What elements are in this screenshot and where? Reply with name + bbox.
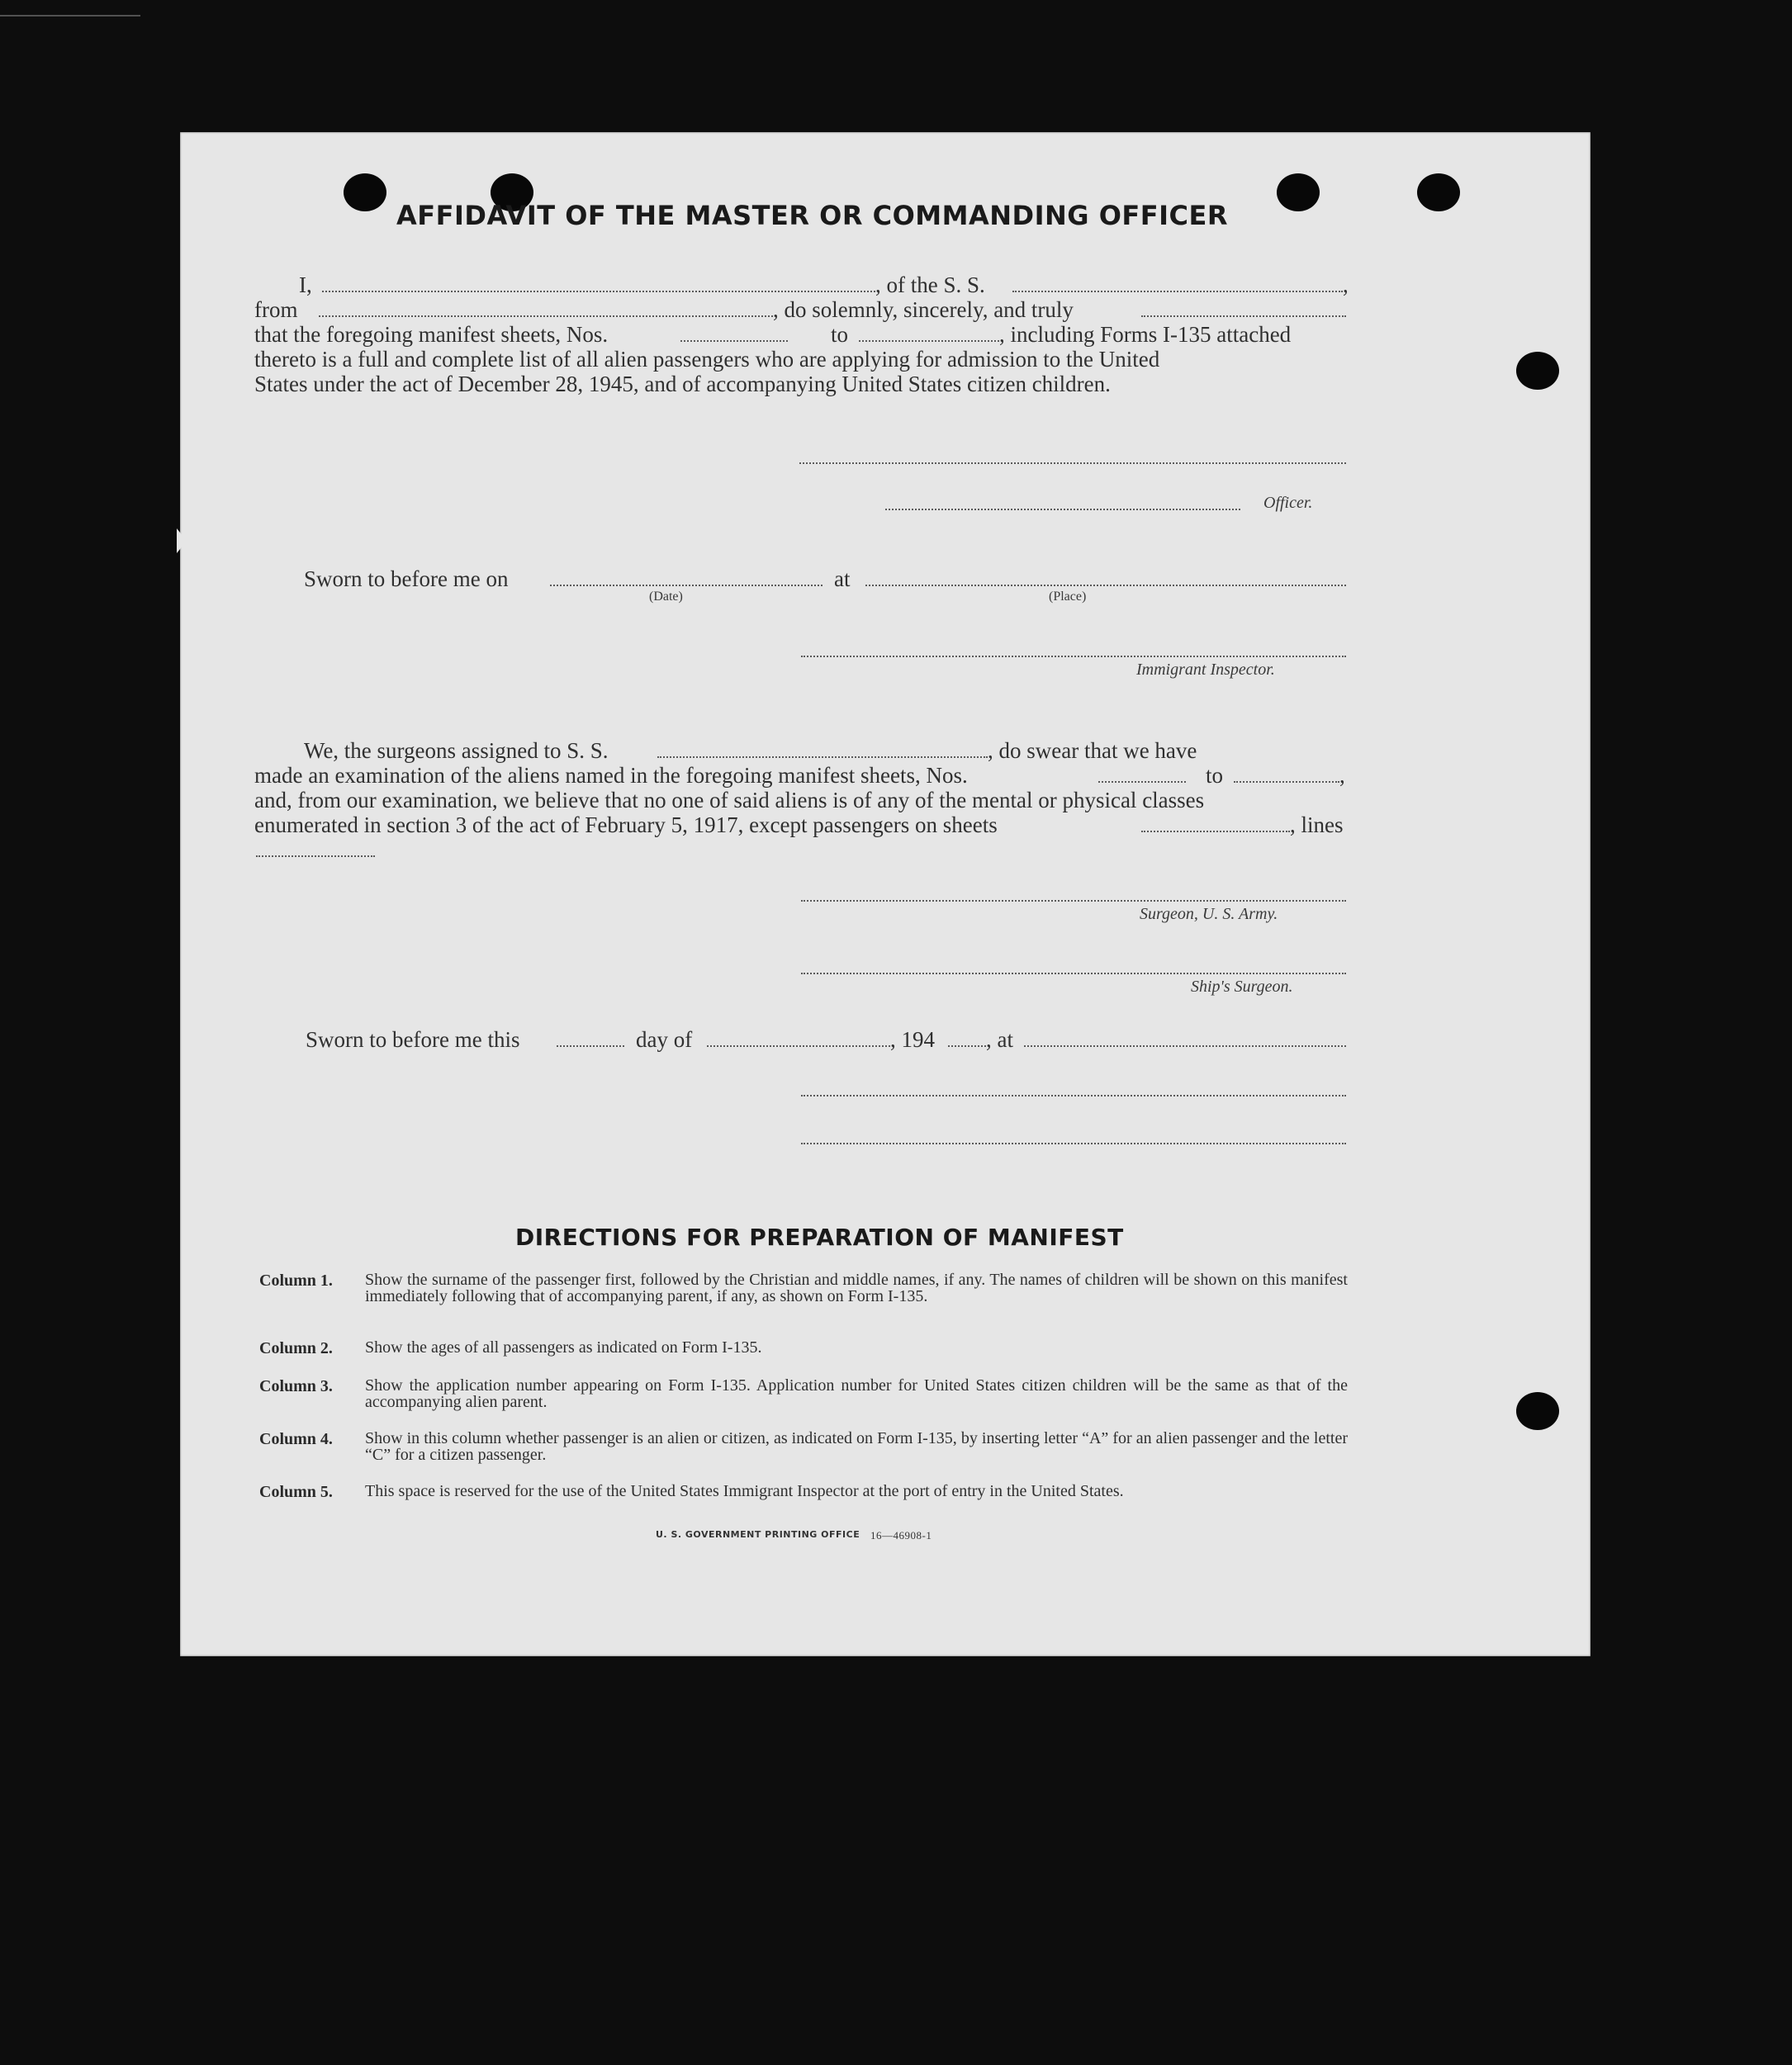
affidavit-line2-start: from bbox=[254, 297, 298, 322]
column-1-text: Show the surname of the passenger first, followed by the Christian and middle names, if any. The names of children will be shown on this manifest immediately following that of accompanying parent, if any, as shown on Form I-135. bbox=[365, 1271, 1348, 1305]
sheets-to-field[interactable] bbox=[859, 340, 999, 342]
surgeons-line4-start: enumerated in section 3 of the act of February 5, 1917, except passengers on sheets bbox=[254, 812, 998, 837]
affidavit-line1-mid: , of the S. S. bbox=[875, 272, 985, 297]
sworn2-day: day of bbox=[636, 1027, 693, 1052]
surgeons-line4-end: , lines bbox=[1290, 812, 1344, 837]
affidavit-title: AFFIDAVIT OF THE MASTER OR COMMANDING OFFICER bbox=[396, 200, 1228, 231]
affidavit-line1-start: I, bbox=[299, 272, 312, 297]
punch-hole bbox=[1516, 1392, 1559, 1430]
affidavit-line5: States under the act of December 28, 1945, and of accompanying United States citizen children. bbox=[254, 372, 1111, 396]
sworn2-place-field[interactable] bbox=[1024, 1045, 1346, 1047]
sworn-date-field[interactable] bbox=[550, 585, 823, 586]
affidavit-line3-end: , including Forms I-135 attached bbox=[999, 322, 1292, 347]
column-1-label: Column 1. bbox=[259, 1272, 333, 1290]
punch-hole bbox=[1417, 173, 1460, 211]
affidavit-line3-to: to bbox=[831, 322, 849, 347]
sworn2-start: Sworn to before me this bbox=[306, 1027, 520, 1052]
form-code: 16—46908-1 bbox=[870, 1529, 932, 1542]
column-2-label: Column 2. bbox=[259, 1339, 333, 1357]
sworn1-at: at bbox=[834, 566, 851, 591]
army-surgeon-label: Surgeon, U. S. Army. bbox=[1140, 905, 1278, 923]
sworn2-month-field[interactable] bbox=[707, 1045, 890, 1047]
column-5-label: Column 5. bbox=[259, 1483, 333, 1501]
surgeons-line2-to: to bbox=[1206, 763, 1224, 788]
surgeons-line1-start: We, the surgeons assigned to S. S. bbox=[304, 738, 609, 763]
column-3-label: Column 3. bbox=[259, 1377, 333, 1395]
document-page bbox=[180, 132, 1591, 1656]
surgeons-line1-end: , do swear that we have bbox=[988, 738, 1197, 763]
column-5-text: This space is reserved for the use of the United States Immigrant Inspector at the port of entry in the United States. bbox=[365, 1482, 1124, 1500]
ship-surgeon-label: Ship's Surgeon. bbox=[1191, 978, 1293, 996]
sworn1-start: Sworn to before me on bbox=[304, 566, 509, 591]
scan-edge-mark bbox=[0, 15, 140, 17]
surgeons-sheets-from-field[interactable] bbox=[1098, 781, 1186, 783]
master-name-field[interactable] bbox=[322, 291, 875, 292]
officer-label: Officer. bbox=[1263, 494, 1313, 512]
officer-signature-line-2[interactable] bbox=[885, 509, 1240, 510]
place-caption: (Place) bbox=[1049, 590, 1087, 604]
sworn2-signature-line-2[interactable] bbox=[801, 1143, 1346, 1144]
printer-imprint: U. S. GOVERNMENT PRINTING OFFICE bbox=[656, 1529, 860, 1540]
column-4-label: Column 4. bbox=[259, 1430, 333, 1448]
surgeons-sheets-to-field[interactable] bbox=[1234, 781, 1339, 783]
punch-hole bbox=[344, 173, 386, 211]
from-port-field[interactable] bbox=[319, 315, 773, 317]
sworn2-year-field[interactable] bbox=[948, 1045, 986, 1047]
ship-surgeon-signature-line[interactable] bbox=[801, 973, 1346, 974]
sworn-place-field[interactable] bbox=[865, 585, 1346, 586]
surgeons-ship-field[interactable] bbox=[657, 756, 988, 758]
affidavit-line3-start: that the foregoing manifest sheets, Nos. bbox=[254, 322, 609, 347]
affirm-field[interactable] bbox=[1141, 315, 1346, 317]
except-sheets-field[interactable] bbox=[1141, 831, 1290, 832]
inspector-label: Immigrant Inspector. bbox=[1136, 661, 1275, 679]
sworn2-at: , at bbox=[986, 1027, 1013, 1052]
punch-hole bbox=[1516, 352, 1559, 390]
punch-hole bbox=[1277, 173, 1320, 211]
surgeons-line3: and, from our examination, we believe that no one of said aliens is of any of the mental or physical classes bbox=[254, 788, 1205, 812]
ship-name-field[interactable] bbox=[1012, 291, 1343, 292]
affidavit-line1-end: , bbox=[1343, 272, 1349, 297]
surgeons-line2-start: made an examination of the aliens named in the foregoing manifest sheets, Nos. bbox=[254, 763, 968, 788]
sworn2-year: , 194 bbox=[890, 1027, 935, 1052]
affidavit-line2-mid: , do solemnly, sincerely, and truly bbox=[773, 297, 1074, 322]
column-3-text: Show the application number appearing on Form I-135. Application number for United States citizen children will be the same as that of the accompanying alien parent. bbox=[365, 1376, 1348, 1411]
officer-signature-line-1[interactable] bbox=[799, 462, 1346, 464]
except-lines-field[interactable] bbox=[256, 855, 375, 857]
sworn2-signature-line-1[interactable] bbox=[801, 1095, 1346, 1096]
directions-title: DIRECTIONS FOR PREPARATION OF MANIFEST bbox=[515, 1224, 1124, 1251]
date-caption: (Date) bbox=[649, 590, 683, 604]
sworn2-day-field[interactable] bbox=[557, 1045, 624, 1047]
inspector-signature-line[interactable] bbox=[801, 656, 1346, 657]
surgeons-line2-end: , bbox=[1339, 763, 1345, 788]
column-4-text: Show in this column whether passenger is an alien or citizen, as indicated on Form I-135, by inserting letter “A” for an alien passenger and the letter “C” for a citizen passenger. bbox=[365, 1429, 1348, 1464]
sheets-from-field[interactable] bbox=[680, 340, 788, 342]
column-2-text: Show the ages of all passengers as indicated on Form I-135. bbox=[365, 1338, 762, 1357]
army-surgeon-signature-line[interactable] bbox=[801, 900, 1346, 902]
affidavit-line4: thereto is a full and complete list of all alien passengers who are applying for admission to the United bbox=[254, 347, 1160, 372]
